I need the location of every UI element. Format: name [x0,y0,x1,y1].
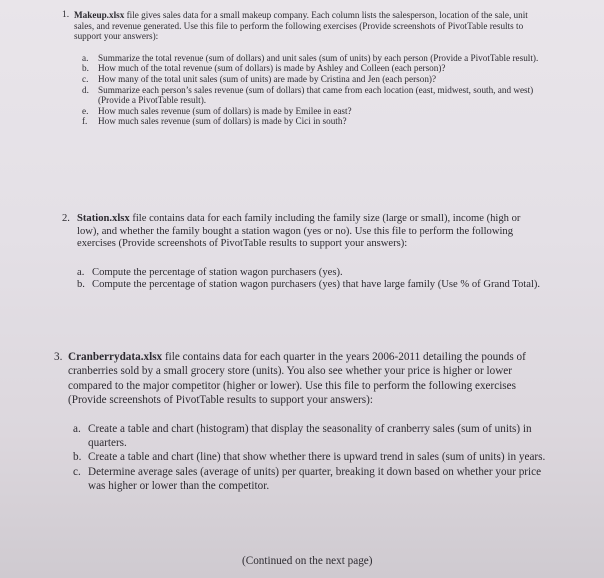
question-body [74,10,544,127]
question-number: 3. [54,351,63,363]
question-description: file gives sales data for a small makeup company. Each column lists the salesperson, location of the sale, unit sales, and revenue generated. Use this file to perform the following exercises (Provide screenshots of PivotTable results to support your answers): [74,10,528,42]
item-label: b. [73,451,82,464]
list-item [77,267,545,280]
file-name: Cranberrydata.xlsx [68,351,163,363]
item-text: Compute the percentage of station wagon purchasers (yes) that have large family (Use % of Grand Total). [92,279,541,290]
item-text: How many of the total unit sales (sum of units) are made by Cristina and Jen (each person)? [98,73,437,84]
item-label: c. [82,73,89,84]
item-text: How much sales revenue (sum of dollars) is made by Emilee in east? [98,105,352,116]
question-text [77,213,545,251]
exercise-list [68,422,556,494]
continued-note: (Continued on the next page) [242,555,373,567]
list-item [77,279,545,292]
file-name: Station.xlsx [77,213,130,224]
question-number: 1. [62,10,70,20]
item-text: Create a table and chart (line) that show whether there is upward trend in sales (sum of units) in years. [88,451,546,464]
item-label: a. [73,422,81,435]
list-item [82,53,544,64]
question-description: file contains data for each quarter in the years 2006-2011 detailing the pounds of cranberries sold by a small grocery store (units). You also see whether your price is higher or lower compared to the major competitor (higher or lower). Use this file to perform the following exercises (Provide screenshots of PivotTable results to support your answers): [68,351,526,407]
item-text: Summarize the total revenue (sum of dollars) and unit sales (sum of units) by each person (Provide a PivotTable result). [98,52,539,63]
file-name: Makeup.xlsx [74,10,125,20]
item-label: e. [82,105,89,116]
item-label: a. [82,52,89,63]
list-item [73,465,556,494]
list-item [73,422,556,451]
item-text: Summarize each person’s sales revenue (sum of dollars) that came from each location (east, midwest, south, and west) (Provide a PivotTable result). [98,84,534,106]
question-text [68,350,556,408]
item-label: d. [82,84,89,95]
item-label: b. [77,279,85,290]
question-body [68,350,556,494]
list-item [82,63,544,74]
list-item [82,85,544,106]
list-item [82,74,544,85]
list-item [82,106,544,117]
question-text [74,10,544,42]
item-label: b. [82,63,89,74]
exercise-list [77,267,545,292]
item-label: a. [77,266,85,278]
exercise-list [74,53,544,127]
item-text: Determine average sales (average of units) per quarter, breaking it down based on whether your price was higher or lower than the competitor. [88,465,542,493]
item-text: How much of the total revenue (sum of dollars) is made by Ashley and Colleen (each person)? [98,63,446,74]
list-item [82,116,544,127]
item-text: Compute the percentage of station wagon purchasers (yes). [92,266,343,278]
question-number: 2. [62,213,70,224]
question-description: file contains data for each family including the family size (large or small), income (high or low), and whether the family bought a station wagon (yes or no). Use this file to perform the following exercises (Provide screenshots of PivotTable results to support your answers): [77,213,521,249]
item-label: f. [82,116,88,127]
list-item [73,450,556,464]
item-label: c. [73,465,81,478]
item-text: Create a table and chart (histogram) that display the seasonality of cranberry sales (sum of units) in quarters. [88,422,532,450]
item-text: How much sales revenue (sum of dollars) is made by Cici in south? [98,116,347,127]
question-body [77,213,545,292]
